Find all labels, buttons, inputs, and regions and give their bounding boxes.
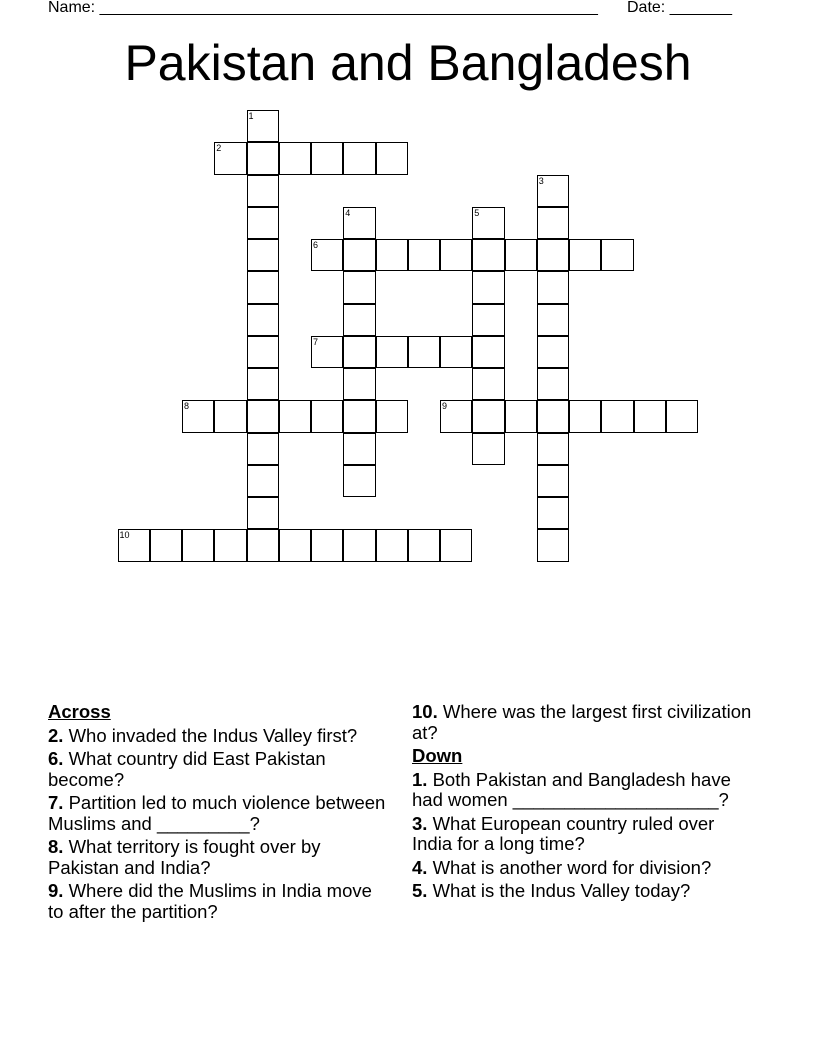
crossword-cell[interactable] <box>247 175 279 207</box>
across-heading: Across <box>48 701 111 722</box>
crossword-cell[interactable] <box>569 400 601 432</box>
crossword-cell[interactable] <box>376 529 408 561</box>
crossword-cell[interactable] <box>214 529 246 561</box>
crossword-cell[interactable] <box>472 368 504 400</box>
crossword-cell[interactable] <box>472 336 504 368</box>
crossword-cell[interactable] <box>537 529 569 561</box>
page-title: Pakistan and Bangladesh <box>124 35 692 91</box>
clue-number: 4 <box>345 207 351 218</box>
clue-number: 6 <box>313 240 319 250</box>
crossword-cell[interactable] <box>343 433 375 465</box>
clue-number: 3 <box>538 175 544 186</box>
clue-number: 2 <box>216 143 222 154</box>
crossword-cell[interactable] <box>376 400 408 432</box>
crossword-cell[interactable] <box>440 400 472 432</box>
crossword-cell[interactable] <box>408 239 440 271</box>
crossword-cell[interactable] <box>472 304 504 336</box>
crossword-cell[interactable] <box>247 271 279 303</box>
crossword-cell[interactable] <box>247 304 279 336</box>
crossword-cell[interactable] <box>472 207 504 239</box>
crossword-cell[interactable] <box>505 400 537 432</box>
crossword-cell[interactable] <box>343 400 375 432</box>
clues-left-column <box>48 702 388 925</box>
crossword-cell[interactable] <box>247 239 279 271</box>
crossword-cell[interactable] <box>376 142 408 174</box>
crossword-cell[interactable] <box>182 400 214 432</box>
crossword-cell[interactable] <box>247 336 279 368</box>
crossword-cell[interactable] <box>569 239 601 271</box>
crossword-cell[interactable] <box>247 497 279 529</box>
crossword-cell[interactable] <box>247 400 279 432</box>
crossword-cell[interactable] <box>214 142 246 174</box>
crossword-cell[interactable] <box>311 529 343 561</box>
crossword-cell[interactable] <box>247 529 279 561</box>
crossword-cell[interactable] <box>472 271 504 303</box>
crossword-cell[interactable] <box>247 110 279 142</box>
crossword-cell[interactable] <box>537 304 569 336</box>
crossword-cell[interactable] <box>279 142 311 174</box>
clue-down-3: 3. What European country ruled over India for a long time? <box>412 812 715 854</box>
clue-number: 8 <box>184 401 190 412</box>
crossword-cell[interactable] <box>247 207 279 239</box>
crossword-cell[interactable] <box>247 433 279 465</box>
crossword-cell[interactable] <box>343 271 375 303</box>
clue-across-9: 9. Where did the Muslims in India move to after the partition? <box>48 880 372 922</box>
crossword-cell[interactable] <box>634 400 666 432</box>
crossword-cell[interactable] <box>472 239 504 271</box>
crossword-cell[interactable] <box>505 239 537 271</box>
clue-number: 7 <box>313 336 319 347</box>
crossword-cell[interactable] <box>537 175 569 207</box>
crossword-cell[interactable] <box>343 142 375 174</box>
crossword-cell[interactable] <box>214 400 246 432</box>
crossword-cell[interactable] <box>666 400 698 432</box>
clue-number: 5 <box>474 207 480 218</box>
crossword-cell[interactable] <box>279 529 311 561</box>
clue-number: 9 <box>442 401 448 412</box>
crossword-cell[interactable] <box>537 207 569 239</box>
crossword-cell[interactable] <box>537 433 569 465</box>
crossword-cell[interactable] <box>537 368 569 400</box>
clue-number: 10 <box>119 530 130 541</box>
crossword-cell[interactable] <box>150 529 182 561</box>
clue-down-5: 5. What is the Indus Valley today? <box>412 880 691 901</box>
crossword-cell[interactable] <box>408 336 440 368</box>
crossword-cell[interactable] <box>343 465 375 497</box>
clue-down-4: 4. What is another word for division? <box>412 856 712 878</box>
crossword-cell[interactable] <box>311 239 343 271</box>
clue-across-10: 10. Where was the largest first civilization at? <box>412 701 752 743</box>
crossword-cell[interactable] <box>537 336 569 368</box>
crossword-cell[interactable] <box>343 304 375 336</box>
crossword-cell[interactable] <box>182 529 214 561</box>
crossword-cell[interactable] <box>440 336 472 368</box>
crossword-cell[interactable] <box>537 271 569 303</box>
crossword-cell[interactable] <box>279 400 311 432</box>
clue-across-2: 2. Who invaded the Indus Valley first? <box>48 724 358 746</box>
crossword-cell[interactable] <box>343 207 375 239</box>
crossword-cell[interactable] <box>537 465 569 497</box>
crossword-cell[interactable] <box>376 336 408 368</box>
crossword-cell[interactable] <box>118 529 150 561</box>
down-heading: Down <box>412 745 463 766</box>
crossword-cell[interactable] <box>472 433 504 465</box>
crossword-cell[interactable] <box>537 239 569 271</box>
crossword-cell[interactable] <box>601 239 633 271</box>
clue-down-1: 1. Both Pakistan and Bangladesh have had women ____________________? <box>412 768 731 810</box>
crossword-cell[interactable] <box>311 142 343 174</box>
crossword-cell[interactable] <box>247 465 279 497</box>
clue-across-7: 7. Partition led to much violence between Muslims and _________? <box>48 792 386 834</box>
crossword-cell[interactable] <box>343 239 375 271</box>
crossword-cell[interactable] <box>472 400 504 432</box>
clue-number: 1 <box>248 111 254 121</box>
clues-right-column <box>412 702 752 905</box>
crossword-cell[interactable] <box>440 529 472 561</box>
crossword-cell[interactable] <box>311 400 343 432</box>
crossword-cell[interactable] <box>343 368 375 400</box>
clue-across-8: 8. What territory is fought over by Pakistan and India? <box>48 836 321 878</box>
crossword-cell[interactable] <box>247 368 279 400</box>
crossword-cell[interactable] <box>311 336 343 368</box>
clue-across-6: 6. What country did East Pakistan become? <box>48 748 326 790</box>
crossword-cell[interactable] <box>343 336 375 368</box>
crossword-cell[interactable] <box>247 142 279 174</box>
crossword-cell[interactable] <box>408 529 440 561</box>
name-field[interactable]: Name: ________________________________________________________ <box>48 0 598 16</box>
crossword-cell[interactable] <box>376 239 408 271</box>
crossword-cell[interactable] <box>343 529 375 561</box>
date-field[interactable]: Date: _______ <box>627 0 732 16</box>
crossword-cell[interactable] <box>537 400 569 432</box>
crossword-cell[interactable] <box>537 497 569 529</box>
crossword-cell[interactable] <box>440 239 472 271</box>
crossword-cell[interactable] <box>601 400 633 432</box>
